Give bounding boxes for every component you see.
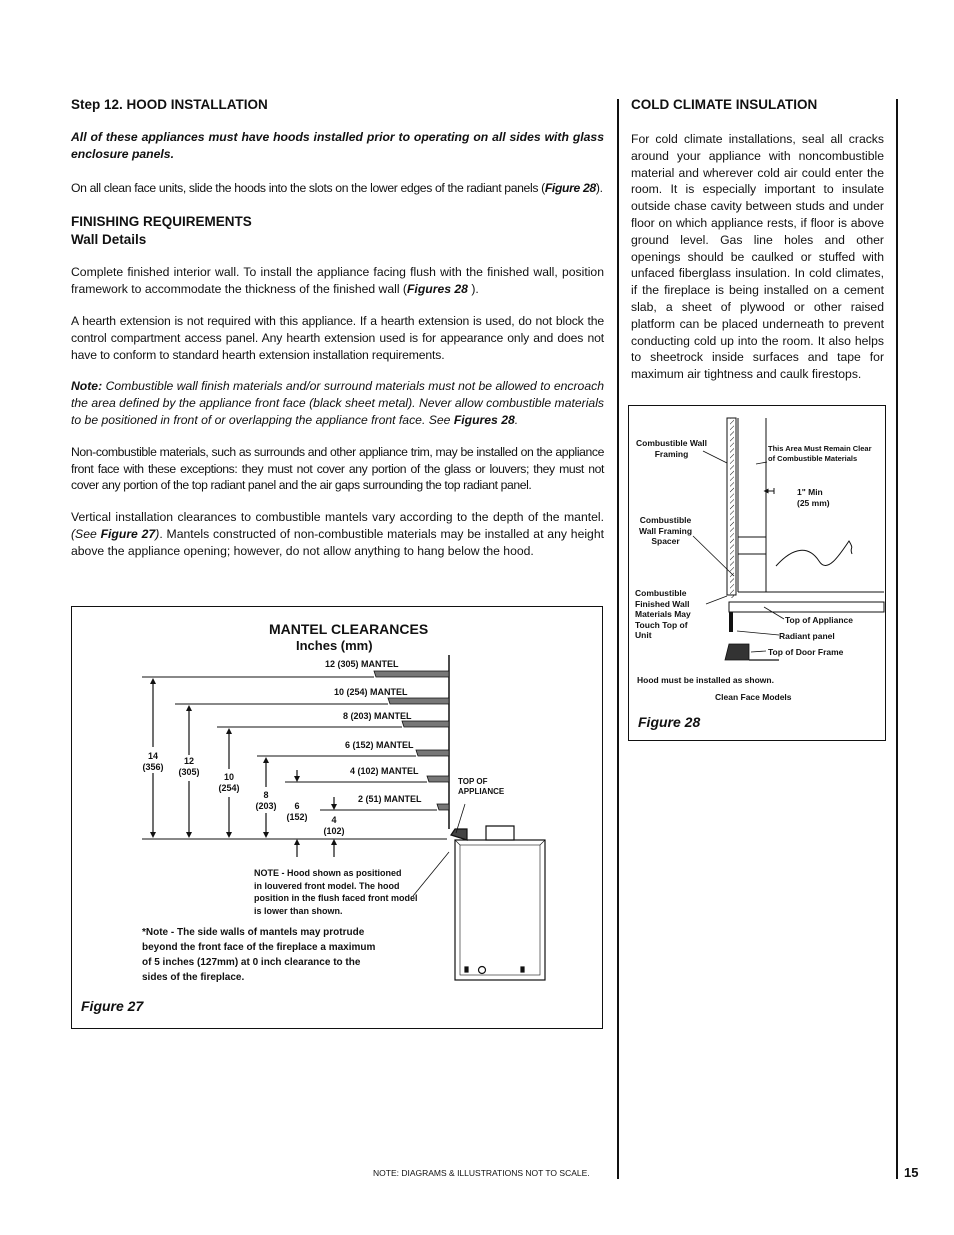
vertical-clearance-paragraph: Vertical installation clearances to combustible mantels vary according to the depth of the mantel. (See Figure 27). Mantels constructed of non-combustible materials may be installed at any height above the appliance opening; however, do not allow anything to hang below the hood.	[71, 510, 605, 558]
figure-ref: Figures 28	[406, 282, 468, 297]
figure-ref: Figure 27	[100, 526, 156, 541]
figure-28-caption: Figure 28	[638, 714, 701, 730]
scale-note: NOTE: DIAGRAMS & ILLUSTRATIONS NOT TO SCALE.	[373, 1168, 590, 1178]
mantel-label: 4 (102) MANTEL	[350, 766, 419, 776]
noncombustible-paragraph: Non-combustible materials, such as surrounds and other appliance trim, may be installed on the appliance front face with these exceptions: they must not cover any portion of the glass or louvers; they must not cover any portion of the top radiant panel and the air gaps surrounding the top radiant panel.	[71, 444, 604, 493]
figure-27-caption: Figure 27	[81, 998, 144, 1014]
mantel-label: 6 (152) MANTEL	[345, 740, 414, 750]
clear-area-label: This Area Must Remain Clear of Combustible Materials	[768, 444, 872, 463]
mantel-label: 2 (51) MANTEL	[358, 794, 422, 804]
figure-27-box	[71, 606, 603, 1029]
figure-ref: Figure 28	[544, 180, 596, 195]
framing-spacer-label: Combustible Wall Framing Spacer	[639, 515, 693, 546]
mantel-label: 10 (254) MANTEL	[334, 687, 408, 697]
mantel-clearances-subtitle: Inches (mm)	[296, 638, 373, 653]
step-title: Step 12. HOOD INSTALLATION	[71, 97, 268, 112]
right-margin-rule	[896, 99, 898, 1179]
clean-face-label: Clean Face Models	[715, 692, 792, 702]
page-number: 15	[904, 1165, 919, 1180]
figure-ref: Figures 28	[453, 412, 515, 427]
finishing-title: FINISHING REQUIREMENTS	[71, 214, 252, 230]
left-column	[71, 96, 604, 560]
appliance-drawing	[451, 826, 545, 980]
height-label: 12 (305)	[178, 756, 200, 777]
height-label: 14 (356)	[142, 751, 164, 772]
wall-details-title: Wall Details	[71, 232, 147, 248]
min-clearance-label: 1" Min (25 mm)	[797, 487, 830, 508]
height-label: 8 (203)	[255, 790, 277, 811]
right-column	[631, 96, 884, 383]
cold-climate-title: COLD CLIMATE INSULATION	[631, 97, 818, 112]
column-divider	[617, 99, 619, 1179]
mantel-clearances-title: MANTEL CLEARANCES	[269, 621, 429, 637]
top-of-appliance-label: TOP OF APPLIANCE	[458, 777, 505, 796]
mantel-label: 12 (305) MANTEL	[325, 659, 399, 669]
hood-installed-label: Hood must be installed as shown.	[637, 675, 774, 685]
mantel-label: 8 (203) MANTEL	[343, 711, 412, 721]
combustible-framing-label: Combustible Wall Framing	[636, 438, 707, 459]
side-wall-note: *Note - The side walls of mantels may protrude beyond the front face of the fireplace a maximum of 5 inches (127mm) at 0 inch clearance to the sides of the fireplace.	[142, 927, 376, 983]
wall-paragraph: Complete finished interior wall. To install the appliance facing flush with the finished wall, position framework to accommodate the thickness of the finished wall (Figures 28 ).	[71, 265, 604, 297]
height-label: 4 (102)	[323, 815, 345, 836]
radiant-panel-label: Radiant panel	[779, 631, 835, 641]
note-paragraph: Note: Combustible wall finish materials and/or surround materials must not be allowed to encroach the area defined by the appliance front face (black sheet metal). Never allow combustible materials to be positioned in front of or overlapping the appliance front face. See Figures 28.	[71, 379, 604, 427]
door-frame-label: Top of Door Frame	[768, 647, 844, 657]
hood-warning: All of these appliances must have hoods installed prior to operating on all sides with glass enclosure panels.	[71, 130, 604, 161]
top-of-appliance-label: Top of Appliance	[785, 615, 853, 625]
hood-note: NOTE - Hood shown as positioned in louvered front model. The hood position in the flush faced front model is lower than shown.	[254, 868, 418, 916]
height-label: 6 (152)	[286, 801, 308, 822]
figure-28-box	[628, 405, 886, 741]
hearth-paragraph: A hearth extension is not required with this appliance. If a hearth extension is used, do not block the control compartment access panel. Any hearth extension used is for appearance only and does not have to conform to standard hearth extension installation requirements.	[71, 313, 604, 362]
hood-text: On all clean face units, slide the hoods into the slots on the lower edges of the radiant panels (Figure 28).	[71, 180, 603, 195]
finished-wall-label: Combustible Finished Wall Materials May Touch Top of Unit	[635, 588, 691, 640]
height-label: 10 (254)	[218, 772, 240, 793]
cold-climate-body: For cold climate installations, seal all cracks around your appliance with noncombustible material and wherever cold air could enter the room. It is especially important to insulate outside chase cavity between studs and under floor on which appliance rests, if floor is above ground level. Gas line holes and other openings should be caulked or stuffed with unfaced fiberglass insulation. In cold climates, if the fireplace is being installed on a cement slab, a sheet of plywood or other raised platform can be placed underneath to prevent conducting cold up into the room. It also helps to sheetrock inside surfaces and tape for maximum air tightness and caulk firestops.	[631, 132, 884, 382]
